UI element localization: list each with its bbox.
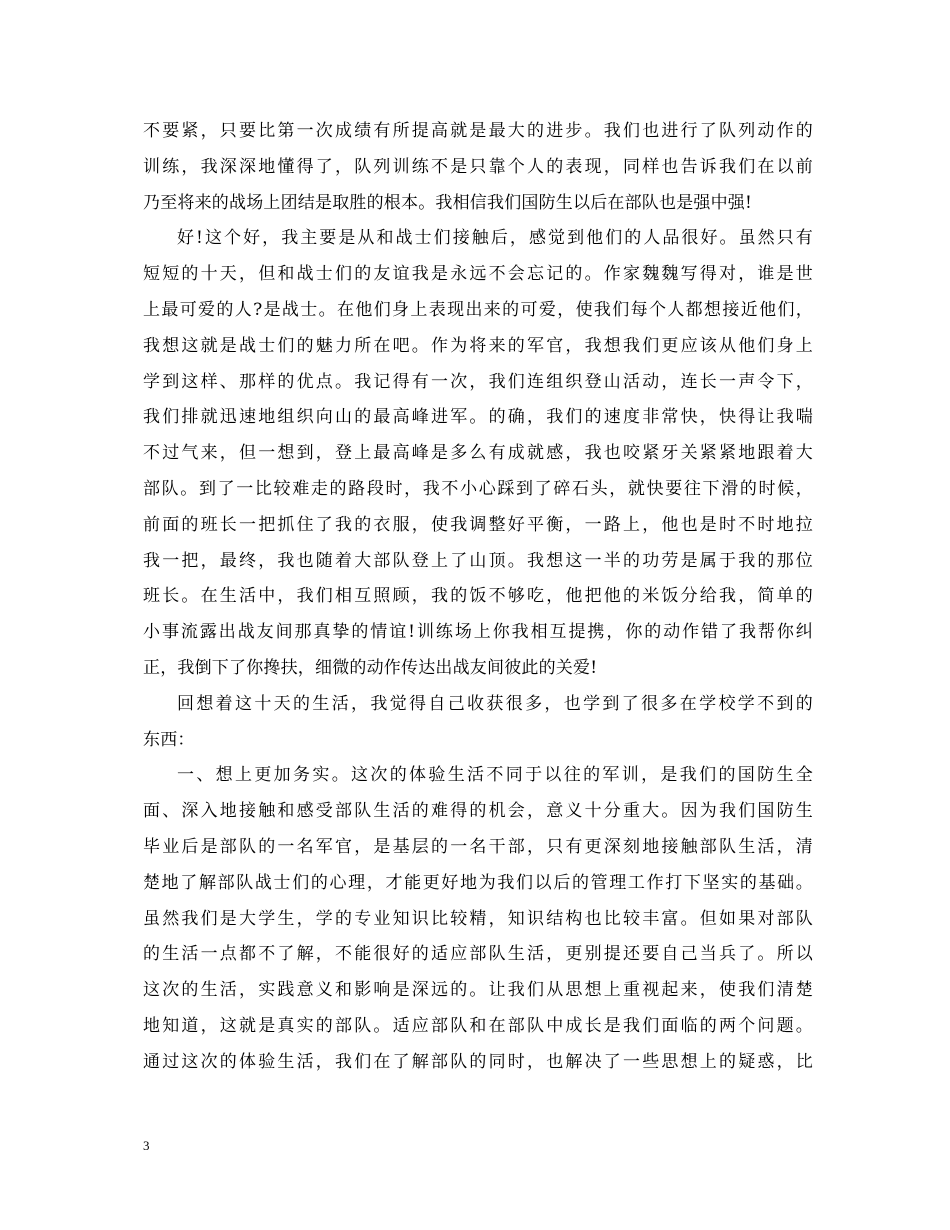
text-line: 训练，我深深地懂得了，队列训练不是只靠个人的表现，同样也告诉我们在以前	[143, 156, 813, 177]
text-line: 我们排就迅速地组织向山的最高峰进军。的确，我们的速度非常快，快得让我喘	[143, 407, 813, 428]
text-line: 我一把，最终，我也随着大部队登上了山顶。我想这一半的功劳是属于我的那位	[143, 550, 813, 571]
text-line: 正，我倒下了你搀扶，细微的动作传达出战友间彼此的关爱!	[143, 657, 598, 678]
text-line: 这次的生活，实践意义和影响是深远的。让我们从思想上重视起来，使我们清楚	[143, 980, 813, 1001]
text-line: 通过这次的体验生活，我们在了解部队的同时，也解决了一些思想上的疑惑，比	[143, 1051, 813, 1072]
body-text	[143, 114, 813, 1081]
text-line: 一、想上更加务实。这次的体验生活不同于以往的军训，是我们的国防生全	[177, 765, 813, 786]
text-line: 虽然我们是大学生，学的专业知识比较精，知识结构也比较丰富。但如果对部队	[143, 908, 813, 929]
text-line: 楚地了解部队战士们的心理，才能更好地为我们以后的管理工作打下坚实的基础。	[143, 872, 813, 893]
text-line: 乃至将来的战场上团结是取胜的根本。我相信我们国防生以后在部队也是强中强!	[143, 192, 753, 213]
text-line: 面、深入地接触和感受部队生活的难得的机会，意义十分重大。因为我们国防生	[143, 801, 813, 822]
text-line: 短短的十天，但和战士们的友谊我是永远不会忘记的。作家魏魏写得对，谁是世	[143, 264, 813, 285]
text-line: 回想着这十天的生活，我觉得自己收获很多，也学到了很多在学校学不到的	[177, 693, 813, 714]
text-line: 我想这就是战士们的魅力所在吧。作为将来的军官，我想我们更应该从他们身上	[143, 335, 813, 356]
page-number: 3	[143, 1138, 150, 1153]
text-line: 前面的班长一把抓住了我的衣服，使我调整好平衡，一路上，他也是时不时地拉	[143, 514, 813, 535]
text-line: 不过气来，但一想到，登上最高峰是多么有成就感，我也咬紧牙关紧紧地跟着大	[143, 443, 813, 464]
text-line: 上最可爱的人?是战士。在他们身上表现出来的可爱，使我们每个人都想接近他们，	[143, 299, 813, 320]
text-line: 小事流露出战友间那真挚的情谊!训练场上你我相互提携，你的动作错了我帮你纠	[143, 622, 813, 643]
text-line: 的生活一点都不了解，不能很好的适应部队生活，更别提还要自己当兵了。所以	[143, 944, 813, 965]
text-line: 不要紧，只要比第一次成绩有所提高就是最大的进步。我们也进行了队列动作的	[143, 121, 813, 141]
text-line: 好!这个好，我主要是从和战士们接触后，感觉到他们的人品很好。虽然只有	[177, 228, 813, 249]
text-line: 东西：	[143, 729, 195, 750]
text-line: 地知道，这就是真实的部队。适应部队和在部队中成长是我们面临的两个问题。	[143, 1015, 813, 1036]
text-line: 部队。到了一比较难走的路段时，我不小心踩到了碎石头，就快要往下滑的时候，	[143, 478, 813, 499]
text-line: 班长。在生活中，我们相互照顾，我的饭不够吃，他把他的米饭分给我，简单的	[143, 586, 813, 607]
text-line: 学到这样、那样的优点。我记得有一次，我们连组织登山活动，连长一声令下，	[143, 371, 813, 392]
text-line: 毕业后是部队的一名军官，是基层的一名干部，只有更深刻地接触部队生活，清	[143, 836, 813, 857]
